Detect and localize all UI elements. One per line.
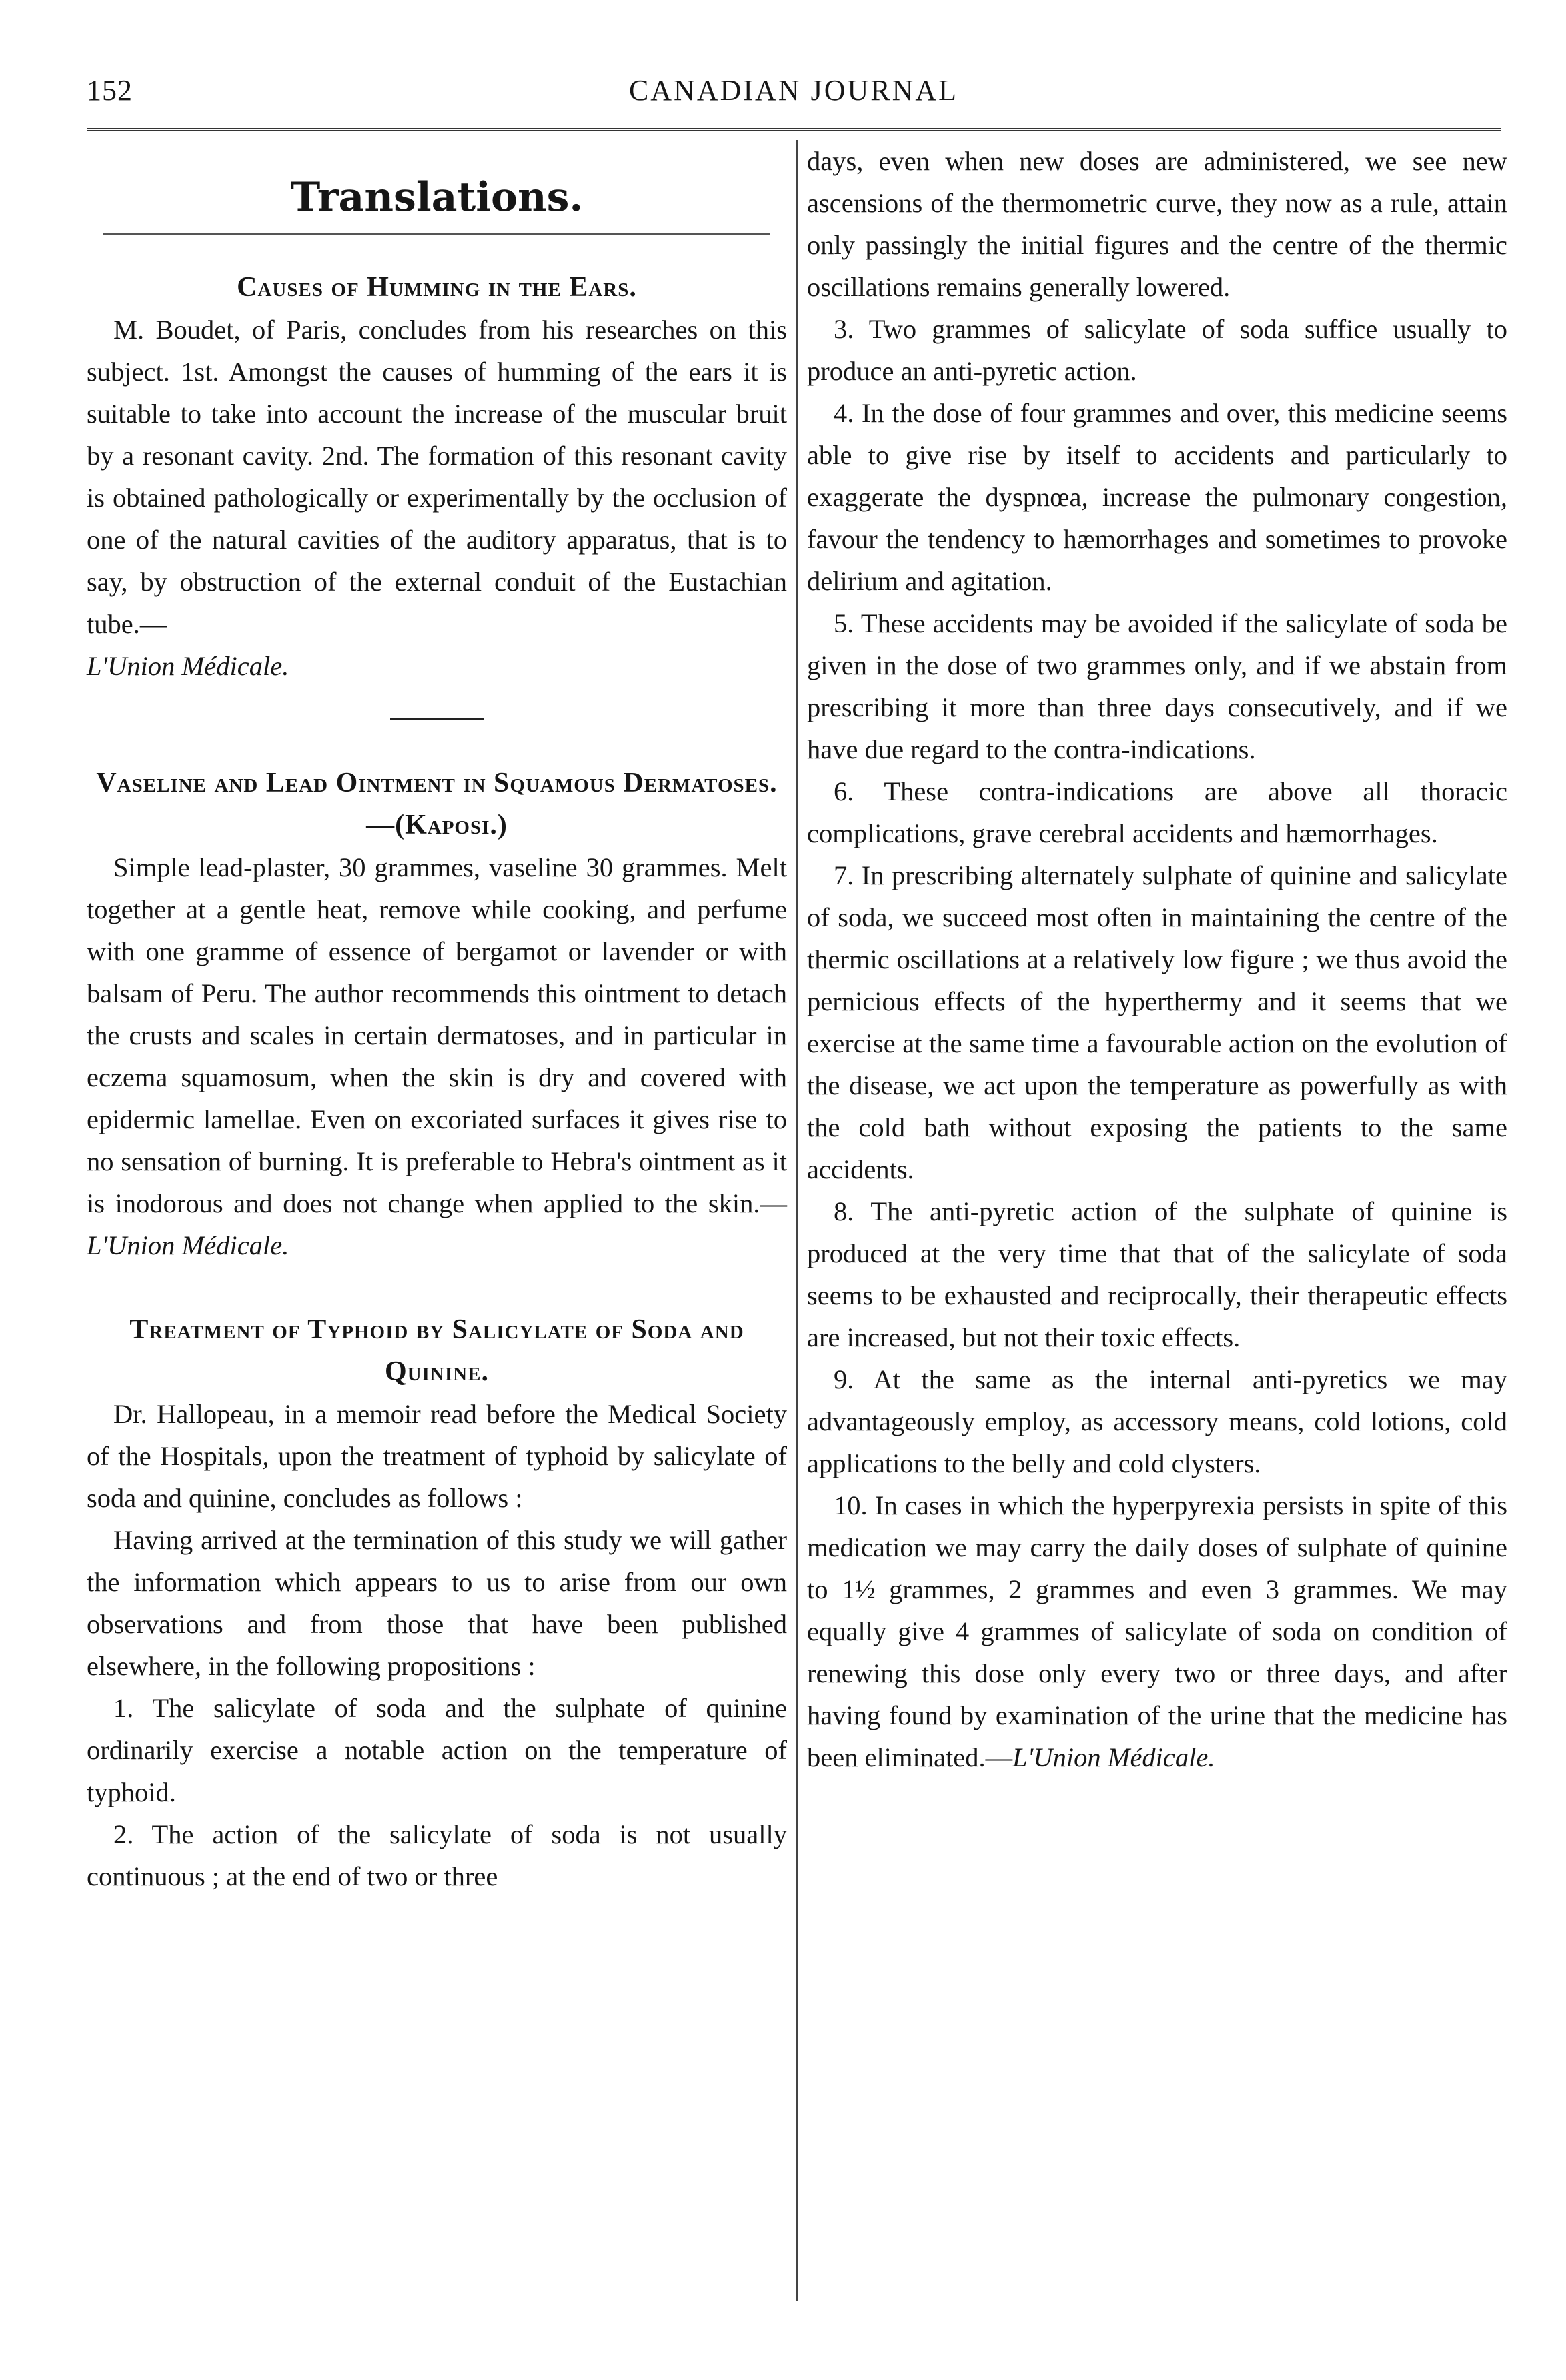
article-paragraph: Dr. Hallopeau, in a memoir read before the Medical Society of the Hospitals, upon the treatment of typhoid by salicylate of soda and quinine, concludes as follows : xyxy=(87,1399,787,1513)
article-paragraph: days, even when new doses are administered, we see new ascensions of the thermometric curve, they now as a rule, attain only passingly the initial figures and the centre of the thermic oscillations remains generally lowered. xyxy=(807,146,1507,302)
section-title-rule xyxy=(103,233,770,235)
article-heading: Vaseline and Lead Ointment in Squamous Dermatoses.—(Kaposi.) xyxy=(96,768,778,840)
paragraph-text: 10. In cases in which the hyperpyrexia persists in spite of this medication we may carry the daily doses of sulphate of quinine to 1½ grammes, 2 grammes and even 3 grammes. We may equally give 4 grammes of salicylate of soda on condition of renewing this dose only every two or three days, and after having found by examination of the urine that the medicine has been eliminated.— xyxy=(807,1490,1507,1772)
page-number: 152 xyxy=(87,74,133,107)
article-source: L'Union Médicale. xyxy=(1012,1742,1215,1772)
article-source: L'Union Médicale. xyxy=(87,1230,289,1260)
header-rule xyxy=(87,128,1501,133)
numbered-proposition: 6. These contra-indications are above all thoracic complications, grave cerebral accidents and hæmorrhages. xyxy=(807,776,1507,848)
article-paragraph: 2. The action of the salicylate of soda is not usually continuous ; at the end of two or three xyxy=(87,1819,787,1891)
article-heading: Causes of Humming in the Ears. xyxy=(237,272,637,303)
article-heading: Treatment of Typhoid by Salicylate of Soda and Quinine. xyxy=(129,1314,744,1387)
paragraph-text: Simple lead-plaster, 30 grammes, vaseline 30 grammes. Melt together at a gentle heat, remove while cooking, and perfume with one gramme of essence of bergamot or lavender or with balsam of Peru. The author recommends this ointment to detach the crusts and scales in certain dermatoses, and in particular in eczema squamosum, when the skin is dry and covered with epidermic lamellae. Even on excoriated surfaces it gives rise to no sensation of burning. It is preferable to Hebra's ointment as it is inodorous and does not change when applied to the skin.— xyxy=(87,852,787,1218)
article-separator xyxy=(390,718,484,720)
article-gap xyxy=(87,1266,787,1309)
article-paragraph xyxy=(87,846,787,1266)
numbered-proposition xyxy=(807,1484,1507,1778)
numbered-proposition: 8. The anti-pyretic action of the sulphate of quinine is produced at the very time that that of the salicylate of soda seems to be exhausted and reciprocally, their therapeutic effects are increased, but not their toxic effects. xyxy=(807,1196,1507,1352)
article-source: L'Union Médicale. xyxy=(87,651,289,681)
left-column xyxy=(87,140,787,1897)
numbered-proposition: 9. At the same as the internal anti-pyretics we may advantageously employ, as accessory means, cold lotions, cold applications to the belly and cold clysters. xyxy=(807,1364,1507,1478)
numbered-proposition: 4. In the dose of four grammes and over, this medicine seems able to give rise by itself to accidents and particularly to exaggerate the dyspnœa, increase the pulmonary congestion, favour the tendency to hæmorrhages and sometimes to provoke delirium and agitation. xyxy=(807,398,1507,596)
article-paragraph: 1. The salicylate of soda and the sulphate of quinine ordinarily exercise a notable action on the temperature of typhoid. xyxy=(87,1693,787,1807)
numbered-proposition: 5. These accidents may be avoided if the salicylate of soda be given in the dose of two grammes only, and if we abstain from prescribing it more than three days consecutively, and if we have due regard to the contra-indications. xyxy=(807,608,1507,764)
section-title: Translations. xyxy=(290,174,584,221)
two-column-body xyxy=(87,140,1507,2301)
journal-page xyxy=(87,67,1507,2321)
article-paragraph xyxy=(87,309,787,687)
numbered-proposition: 3. Two grammes of salicylate of soda suffice usually to produce an anti-pyretic action. xyxy=(807,314,1507,386)
right-column xyxy=(807,140,1507,1778)
article-paragraph: Having arrived at the termination of this study we will gather the information which appears to us to arise from our own observations and from those that have been published elsewhere, in the following propositions : xyxy=(87,1525,787,1681)
page-header xyxy=(87,67,1501,120)
paragraph-text: M. Boudet, of Paris, concludes from his researches on this subject. 1st. Amongst the causes of humming of the ears it is suitable to take into account the increase of the muscular bruit by a resonant cavity. 2nd. The formation of this resonant cavity is obtained pathologically or experimentally by the occlusion of one of the natural cavities of the auditory apparatus, that is to say, by obstruction of the external conduit of the Eustachian tube.— xyxy=(87,315,787,639)
running-title: CANADIAN JOURNAL xyxy=(628,74,959,107)
numbered-proposition: 7. In prescribing alternately sulphate of quinine and salicylate of soda, we succeed most often in maintaining the centre of the thermic oscillations at a relatively low figure ; we thus avoid the pernicious effects of the hyperthermy and it seems that we exercise at the same time a favourable action on the evolution of the disease, we act upon the temperature as powerfully as with the cold bath without exposing the patients to the same accidents. xyxy=(807,860,1507,1184)
column-divider xyxy=(796,140,798,2301)
